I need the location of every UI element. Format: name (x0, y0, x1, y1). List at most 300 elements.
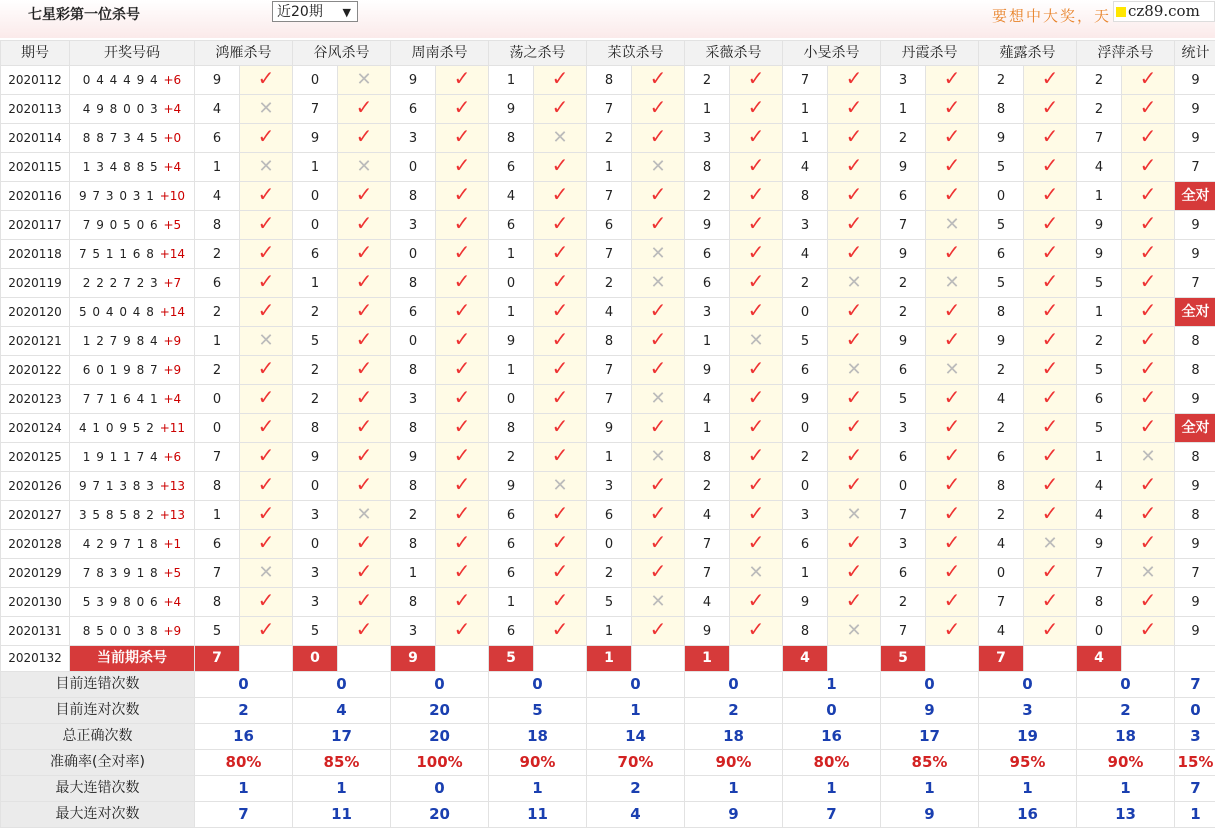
summary-value: 0 (979, 672, 1077, 698)
summary-value: 4 (587, 802, 685, 828)
check-icon: ✓ (846, 530, 863, 554)
table-row (1, 588, 1215, 617)
draw-sum: +13 (160, 479, 185, 493)
draw-digits: 4 9 8 0 0 3 (83, 102, 159, 116)
check-icon: ✓ (1042, 472, 1059, 496)
kill-number-cell: 2 (783, 443, 828, 472)
kill-number-cell: 3 (881, 414, 926, 443)
kill-number-cell: 9 (881, 327, 926, 356)
kill-number-cell: 8 (587, 66, 632, 95)
kill-number-cell: 2 (391, 501, 436, 530)
check-icon: ✓ (356, 124, 373, 148)
summary-value: 1 (195, 776, 293, 802)
check-icon: ✓ (356, 269, 373, 293)
kill-number-cell: 9 (881, 240, 926, 269)
kill-number-cell: 9 (293, 443, 338, 472)
kill-number-cell: 0 (293, 472, 338, 501)
kill-number-cell: 0 (293, 211, 338, 240)
result-mark-cell (1024, 443, 1077, 472)
result-mark-cell (240, 588, 293, 617)
cross-icon: ✕ (356, 504, 371, 525)
cross-icon: ✕ (846, 272, 861, 293)
result-mark-cell (632, 385, 685, 414)
summary-stat: 0 (1175, 698, 1215, 724)
check-icon: ✓ (356, 327, 373, 351)
check-icon: ✓ (356, 530, 373, 554)
result-mark-cell (436, 298, 489, 327)
table-row (1, 501, 1215, 530)
summary-value: 20 (391, 802, 489, 828)
kill-number-cell: 6 (489, 617, 534, 646)
cross-icon: ✕ (944, 272, 959, 293)
kill-number-cell: 0 (881, 472, 926, 501)
check-icon: ✓ (454, 530, 471, 554)
result-mark-cell (436, 124, 489, 153)
check-icon: ✓ (454, 153, 471, 177)
period-select[interactable] (272, 1, 358, 22)
stat-cell: 8 (1175, 327, 1215, 356)
kill-number-cell: 6 (685, 269, 730, 298)
cross-icon: ✕ (258, 330, 273, 351)
empty-cell (926, 646, 979, 672)
result-mark-cell (926, 211, 979, 240)
kill-number-cell: 2 (783, 269, 828, 298)
check-icon: ✓ (356, 414, 373, 438)
summary-stat: 7 (1175, 776, 1215, 802)
kill-number-cell: 1 (685, 414, 730, 443)
check-icon: ✓ (944, 327, 961, 351)
check-icon: ✓ (650, 66, 667, 90)
table-row (1, 385, 1215, 414)
kill-number-cell: 6 (685, 240, 730, 269)
check-icon: ✓ (748, 443, 765, 467)
kill-number-cell: 6 (195, 530, 240, 559)
check-icon: ✓ (1042, 182, 1059, 206)
check-icon: ✓ (748, 298, 765, 322)
check-icon: ✓ (944, 414, 961, 438)
result-mark-cell (926, 472, 979, 501)
check-icon: ✓ (650, 472, 667, 496)
col-expert: 采薇杀号 (685, 41, 783, 66)
kill-number-cell: 1 (587, 153, 632, 182)
current-kill-number: 4 (1077, 646, 1122, 672)
summary-value: 11 (293, 802, 391, 828)
summary-value: 18 (1077, 724, 1175, 750)
result-mark-cell (1024, 182, 1077, 211)
result-mark-cell (436, 240, 489, 269)
result-mark-cell (1122, 211, 1175, 240)
marquee-text: 要想中大奖，天 (992, 5, 1111, 26)
check-icon: ✓ (552, 356, 569, 380)
result-mark-cell (436, 327, 489, 356)
draw-digits: 0 4 4 4 9 4 (83, 73, 159, 87)
kill-number-cell: 1 (489, 588, 534, 617)
result-mark-cell (828, 356, 881, 385)
check-icon: ✓ (552, 182, 569, 206)
check-icon: ✓ (1042, 95, 1059, 119)
check-icon: ✓ (1140, 211, 1157, 235)
kill-number-cell: 1 (489, 298, 534, 327)
check-icon: ✓ (258, 472, 275, 496)
check-icon: ✓ (356, 356, 373, 380)
summary-value: 0 (391, 672, 489, 698)
summary-stat: 1 (1175, 802, 1215, 828)
result-mark-cell (240, 124, 293, 153)
check-icon: ✓ (748, 240, 765, 264)
kill-number-cell: 4 (685, 588, 730, 617)
table-row (1, 124, 1215, 153)
result-mark-cell (632, 617, 685, 646)
summary-value: 20 (391, 698, 489, 724)
check-icon: ✓ (650, 501, 667, 525)
summary-value: 0 (685, 672, 783, 698)
result-mark-cell (730, 588, 783, 617)
kill-number-cell: 4 (1077, 472, 1122, 501)
result-mark-cell (338, 530, 391, 559)
result-mark-cell (632, 269, 685, 298)
kill-number-cell: 7 (1077, 124, 1122, 153)
summary-label: 最大连对次数 (1, 802, 195, 828)
issue-cell: 2020125 (1, 443, 70, 472)
kill-number-cell: 5 (1077, 414, 1122, 443)
result-mark-cell (632, 559, 685, 588)
result-mark-cell (632, 211, 685, 240)
kill-number-cell: 2 (293, 298, 338, 327)
check-icon: ✓ (748, 530, 765, 554)
result-mark-cell (926, 588, 979, 617)
kill-number-cell: 8 (685, 443, 730, 472)
kill-number-cell: 2 (685, 182, 730, 211)
check-icon: ✓ (552, 385, 569, 409)
result-mark-cell (240, 327, 293, 356)
check-icon: ✓ (1140, 327, 1157, 351)
check-icon: ✓ (944, 182, 961, 206)
cross-icon: ✕ (650, 156, 665, 177)
kill-number-cell: 0 (391, 153, 436, 182)
period-select-value: 近20期 (277, 4, 323, 20)
cross-icon: ✕ (650, 243, 665, 264)
kill-number-cell: 1 (587, 617, 632, 646)
issue-cell: 2020123 (1, 385, 70, 414)
result-mark-cell (534, 124, 587, 153)
draw-numbers-cell (70, 559, 195, 588)
summary-value: 1 (783, 776, 881, 802)
check-icon: ✓ (748, 501, 765, 525)
check-icon: ✓ (454, 211, 471, 235)
kill-number-cell: 8 (293, 414, 338, 443)
check-icon: ✓ (846, 298, 863, 322)
table-row (1, 472, 1215, 501)
result-mark-cell (338, 182, 391, 211)
check-icon: ✓ (944, 530, 961, 554)
summary-stat: 3 (1175, 724, 1215, 750)
check-icon: ✓ (454, 501, 471, 525)
summary-value: 19 (979, 724, 1077, 750)
cross-icon: ✕ (258, 562, 273, 583)
result-mark-cell (632, 356, 685, 385)
kill-number-cell: 2 (881, 269, 926, 298)
kill-number-cell: 5 (979, 269, 1024, 298)
result-mark-cell (730, 414, 783, 443)
result-mark-cell (828, 95, 881, 124)
summary-value: 0 (587, 672, 685, 698)
draw-numbers-cell (70, 472, 195, 501)
result-mark-cell (338, 501, 391, 530)
kill-number-cell: 2 (1077, 95, 1122, 124)
result-mark-cell (1122, 472, 1175, 501)
kill-number-cell: 8 (195, 588, 240, 617)
stat-cell: 9 (1175, 617, 1215, 646)
result-mark-cell (1024, 124, 1077, 153)
empty-cell (534, 646, 587, 672)
kill-number-cell: 0 (195, 385, 240, 414)
result-mark-cell (632, 443, 685, 472)
result-mark-cell (926, 356, 979, 385)
result-mark-cell (534, 530, 587, 559)
result-mark-cell (1024, 327, 1077, 356)
result-mark-cell (338, 617, 391, 646)
kill-number-cell: 0 (391, 327, 436, 356)
kill-number-cell: 2 (293, 356, 338, 385)
result-mark-cell (1024, 240, 1077, 269)
draw-numbers-cell (70, 530, 195, 559)
check-icon: ✓ (1042, 617, 1059, 641)
result-mark-cell (436, 530, 489, 559)
result-mark-cell (632, 327, 685, 356)
kill-number-cell: 1 (1077, 443, 1122, 472)
check-icon: ✓ (944, 240, 961, 264)
result-mark-cell (1024, 385, 1077, 414)
check-icon: ✓ (356, 95, 373, 119)
stat-cell: 8 (1175, 501, 1215, 530)
draw-numbers-cell (70, 501, 195, 530)
check-icon: ✓ (454, 414, 471, 438)
kill-number-cell: 2 (979, 414, 1024, 443)
col-expert: 苿苡杀号 (587, 41, 685, 66)
draw-sum: +5 (164, 566, 182, 580)
result-mark-cell (534, 385, 587, 414)
kill-number-cell: 2 (195, 356, 240, 385)
summary-value: 5 (489, 698, 587, 724)
check-icon: ✓ (356, 182, 373, 206)
current-period-label: 当前期杀号 (70, 646, 195, 672)
kill-number-cell: 4 (685, 385, 730, 414)
summary-value: 16 (195, 724, 293, 750)
result-mark-cell (436, 182, 489, 211)
check-icon: ✓ (944, 66, 961, 90)
check-icon: ✓ (454, 124, 471, 148)
result-mark-cell (436, 95, 489, 124)
result-mark-cell (240, 385, 293, 414)
current-kill-number: 0 (293, 646, 338, 672)
draw-numbers-cell (70, 588, 195, 617)
draw-digits: 7 7 1 6 4 1 (83, 392, 159, 406)
draw-numbers-cell (70, 240, 195, 269)
check-icon: ✓ (748, 588, 765, 612)
issue-cell: 2020121 (1, 327, 70, 356)
kill-number-cell: 1 (881, 95, 926, 124)
cross-icon: ✕ (846, 620, 861, 641)
kill-number-cell: 8 (391, 414, 436, 443)
draw-sum: +5 (164, 218, 182, 232)
kill-number-cell: 4 (783, 153, 828, 182)
check-icon: ✓ (1042, 153, 1059, 177)
kill-number-cell: 1 (195, 153, 240, 182)
check-icon: ✓ (1140, 472, 1157, 496)
result-mark-cell (632, 414, 685, 443)
result-mark-cell (1024, 530, 1077, 559)
stat-cell: 9 (1175, 240, 1215, 269)
empty-cell (436, 646, 489, 672)
check-icon: ✓ (846, 211, 863, 235)
stat-cell: 7 (1175, 559, 1215, 588)
check-icon: ✓ (1140, 240, 1157, 264)
check-icon: ✓ (650, 298, 667, 322)
kill-number-cell: 4 (979, 530, 1024, 559)
result-mark-cell (534, 298, 587, 327)
result-mark-cell (926, 414, 979, 443)
result-mark-cell (1122, 530, 1175, 559)
result-mark-cell (338, 240, 391, 269)
result-mark-cell (730, 182, 783, 211)
draw-digits: 4 1 0 9 5 2 (79, 421, 155, 435)
kill-number-cell: 9 (685, 356, 730, 385)
summary-label: 准确率(全对率) (1, 750, 195, 776)
kill-number-cell: 2 (685, 66, 730, 95)
draw-sum: +6 (164, 73, 182, 87)
result-mark-cell (632, 153, 685, 182)
cross-icon: ✕ (748, 330, 763, 351)
kill-number-cell: 8 (783, 182, 828, 211)
logo-text: cz89.com (1128, 2, 1200, 20)
kill-number-cell: 4 (587, 298, 632, 327)
summary-label: 目前连错次数 (1, 672, 195, 698)
kill-number-cell: 2 (195, 298, 240, 327)
check-icon: ✓ (356, 240, 373, 264)
stat-cell: 9 (1175, 588, 1215, 617)
all-correct-badge: 全对 (1175, 414, 1215, 443)
table-row (1, 269, 1215, 298)
check-icon: ✓ (356, 472, 373, 496)
kill-number-cell: 3 (783, 501, 828, 530)
result-mark-cell (828, 182, 881, 211)
kill-number-cell: 9 (685, 617, 730, 646)
summary-value: 85% (881, 750, 979, 776)
empty-cell (240, 646, 293, 672)
check-icon: ✓ (552, 269, 569, 293)
current-kill-number: 7 (979, 646, 1024, 672)
col-expert: 周南杀号 (391, 41, 489, 66)
site-logo[interactable] (1113, 1, 1215, 22)
kill-number-cell: 4 (1077, 153, 1122, 182)
chevron-down-icon[interactable]: ▼ (343, 2, 351, 23)
result-mark-cell (730, 95, 783, 124)
cross-icon: ✕ (846, 359, 861, 380)
draw-sum: +9 (164, 334, 182, 348)
cross-icon: ✕ (846, 504, 861, 525)
kill-number-cell: 3 (783, 211, 828, 240)
result-mark-cell (828, 501, 881, 530)
kill-number-cell: 9 (587, 414, 632, 443)
draw-digits: 7 8 3 9 1 8 (83, 566, 159, 580)
draw-sum: +14 (160, 305, 185, 319)
check-icon: ✓ (454, 472, 471, 496)
result-mark-cell (240, 414, 293, 443)
result-mark-cell (632, 182, 685, 211)
kill-number-cell: 2 (293, 385, 338, 414)
kill-number-cell: 5 (195, 617, 240, 646)
result-mark-cell (436, 211, 489, 240)
issue-cell: 2020128 (1, 530, 70, 559)
summary-value: 7 (195, 802, 293, 828)
kill-number-cell: 7 (783, 66, 828, 95)
all-correct-badge: 全对 (1175, 182, 1215, 211)
check-icon: ✓ (454, 298, 471, 322)
issue-cell: 2020126 (1, 472, 70, 501)
cross-icon: ✕ (356, 156, 371, 177)
check-icon: ✓ (454, 182, 471, 206)
check-icon: ✓ (552, 66, 569, 90)
cross-icon: ✕ (258, 98, 273, 119)
summary-value: 18 (489, 724, 587, 750)
issue-cell: 2020113 (1, 95, 70, 124)
kill-number-cell: 0 (587, 530, 632, 559)
logo-mark-icon (1116, 7, 1126, 17)
summary-value: 1 (783, 672, 881, 698)
result-mark-cell (436, 356, 489, 385)
kill-number-cell: 9 (195, 66, 240, 95)
summary-row (1, 802, 1215, 828)
kill-number-cell: 8 (489, 124, 534, 153)
check-icon: ✓ (258, 443, 275, 467)
result-mark-cell (338, 472, 391, 501)
kill-number-cell: 8 (489, 414, 534, 443)
check-icon: ✓ (944, 588, 961, 612)
result-mark-cell (926, 501, 979, 530)
stat-cell: 7 (1175, 153, 1215, 182)
draw-sum: +4 (164, 392, 182, 406)
col-expert: 荡之杀号 (489, 41, 587, 66)
kill-number-cell: 6 (1077, 385, 1122, 414)
col-expert: 谷风杀号 (293, 41, 391, 66)
result-mark-cell (730, 443, 783, 472)
result-mark-cell (926, 240, 979, 269)
summary-value: 9 (881, 802, 979, 828)
kill-number-cell: 3 (391, 385, 436, 414)
result-mark-cell (436, 385, 489, 414)
summary-label: 最大连错次数 (1, 776, 195, 802)
kill-number-cell: 0 (489, 269, 534, 298)
result-mark-cell (730, 559, 783, 588)
empty-cell (1024, 646, 1077, 672)
kill-number-cell: 5 (293, 617, 338, 646)
check-icon: ✓ (258, 414, 275, 438)
result-mark-cell (730, 530, 783, 559)
check-icon: ✓ (944, 385, 961, 409)
draw-sum: +4 (164, 160, 182, 174)
check-icon: ✓ (1042, 501, 1059, 525)
kill-number-cell: 7 (587, 385, 632, 414)
result-mark-cell (926, 617, 979, 646)
result-mark-cell (534, 182, 587, 211)
stat-cell: 9 (1175, 66, 1215, 95)
check-icon: ✓ (258, 240, 275, 264)
kill-number-cell: 3 (391, 211, 436, 240)
cross-icon: ✕ (1140, 446, 1155, 467)
check-icon: ✓ (552, 95, 569, 119)
kill-number-cell: 4 (979, 385, 1024, 414)
result-mark-cell (338, 211, 391, 240)
